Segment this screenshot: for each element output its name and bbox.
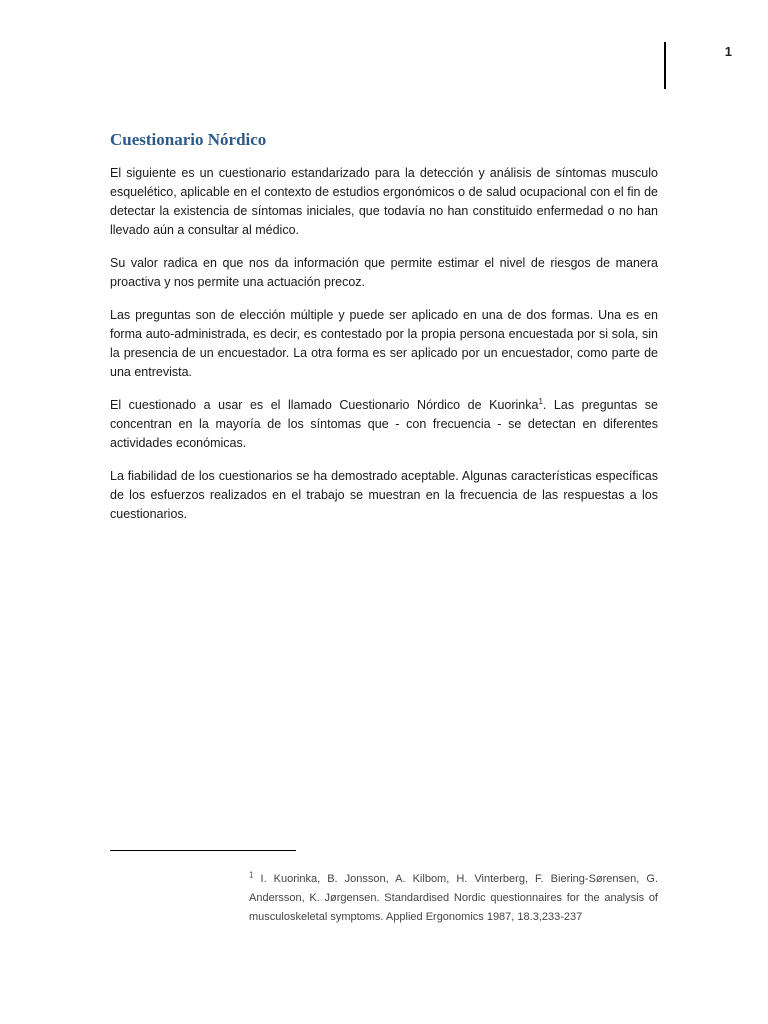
footnote [249, 870, 658, 927]
footnote-reference[interactable]: 1 [538, 396, 543, 406]
paragraph-questions: Las preguntas son de elección múltiple y puede ser aplicado en una de dos formas. Una es en forma auto-administrada, es decir, es contestado por la propia persona encuestada por si sola, sin la presencia de un encuestador. La otra forma es ser aplicado por un encuestador, como parte de una entrevista. [110, 308, 658, 379]
header-divider [664, 42, 666, 89]
page-number: 1 [724, 44, 732, 59]
paragraph-reliability: La fiabilidad de los cuestionarios se ha demostrado aceptable. Algunas características específicas de los esfuerzos realizados en el trabajo se muestran en la frecuencia de las respuestas a los cuestionarios. [110, 469, 658, 521]
paragraph-kuorinka [110, 396, 658, 453]
paragraph-intro: El siguiente es un cuestionario estandarizado para la detección y análisis de síntomas musculo esquelético, aplicable en el contexto de estudios ergonómicos o de salud ocupacional con el fin de detectar la existencia de síntomas iniciales, que todavía no han constituido enfermedad o no han llevado aún a consultar al médico. [110, 166, 658, 237]
document-title: Cuestionario Nórdico [110, 130, 267, 149]
footnote-text: I. Kuorinka, B. Jonsson, A. Kilbom, H. Vinterberg, F. Biering-Sørensen, G. Andersson, K. Jørgensen. Standardised Nordic questionnaires for the analysis of musculoskeletal symptoms. Applied Ergonomics 1987, 18.3,233-237 [249, 873, 658, 923]
footnote-separator [110, 850, 296, 851]
paragraph-value: Su valor radica en que nos da información que permite estimar el nivel de riesgos de manera proactiva y nos permite una actuación precoz. [110, 256, 658, 289]
footnote-marker: 1 [249, 870, 254, 880]
paragraph-kuorinka-start: El cuestionado a usar es el llamado Cuestionario Nórdico de Kuorinka [110, 398, 539, 412]
paragraph-kuorinka-end: . Las preguntas se concentran en la mayoría de los síntomas que - con frecuencia - se detectan en diferentes actividades económicas. [110, 398, 658, 450]
document-body [110, 130, 658, 538]
